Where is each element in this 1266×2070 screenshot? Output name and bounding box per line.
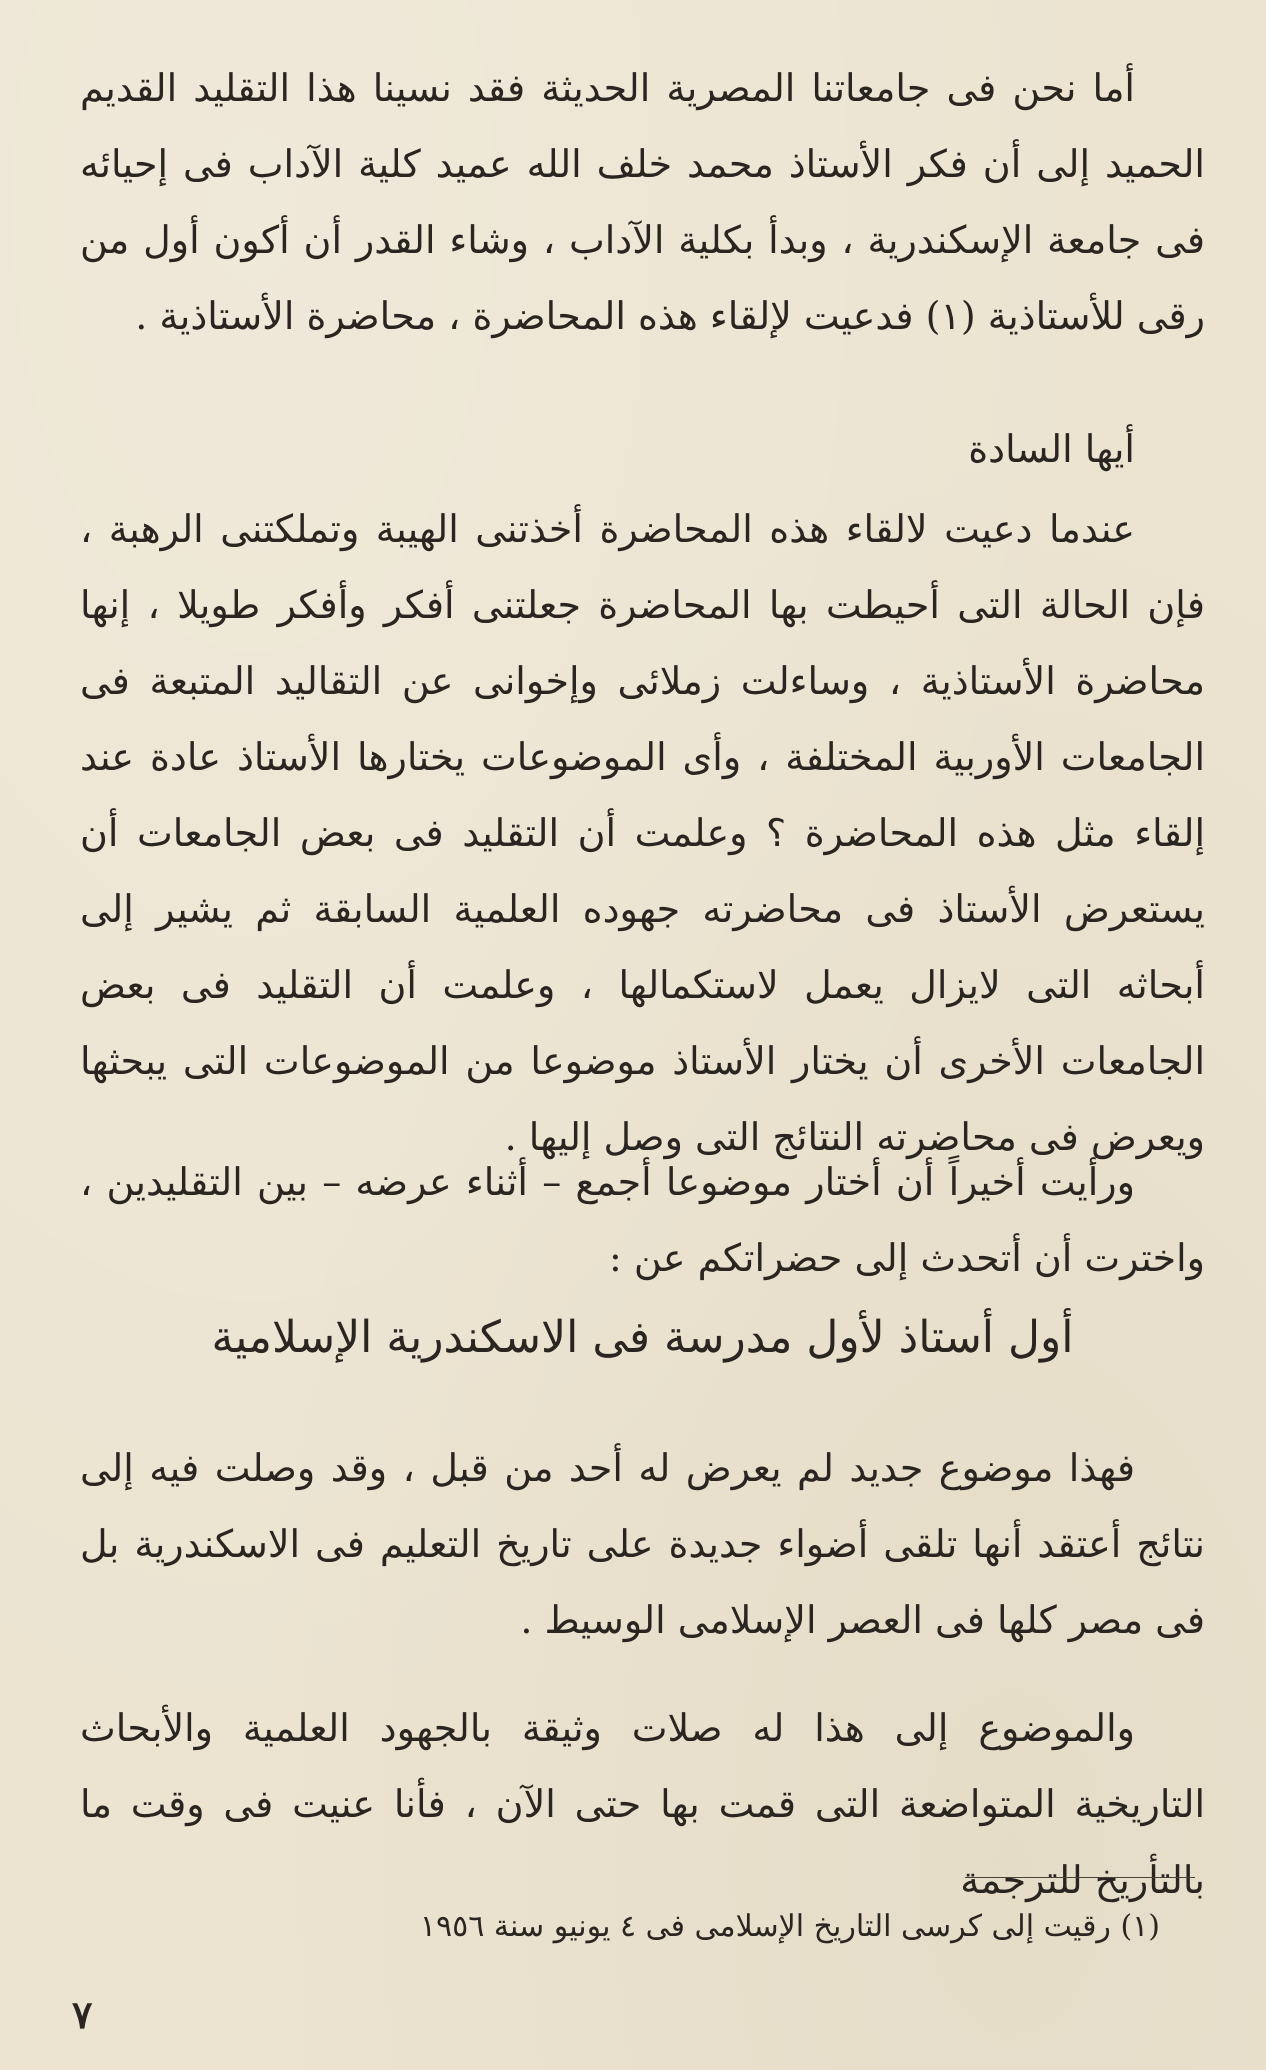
paragraph-choice [80,1144,1205,1296]
paragraph-text: والموضوع إلى هذا له صلات وثيقة بالجهود العلمية والأبحاث التاريخية المتواضعة التى قمت بها حتى الآن ، فأنا عنيت فى وقت ما بالتأريخ للترجمة [80,1706,1205,1902]
paragraph-traditions [80,491,1205,1175]
footnote: (١) رقيت إلى كرسى التاريخ الإسلامى فى ٤ يونيو سنة ١٩٥٦ [419,1909,1160,1944]
paragraph-text: ورأيت أخيراً أن أختار موضوعا أجمع – أثناء عرضه – بين التقليدين ، واخترت أن أتحدث إلى حضراتكم عن : [80,1160,1205,1280]
paragraph-text: فهذا موضوع جديد لم يعرض له أحد من قبل ، وقد وصلت فيه إلى نتائج أعتقد أنها تلقى أضواء جديدة على تاريخ التعليم فى الاسكندرية بل فى مصر كلها فى العصر الإسلامى الوسيط . [80,1446,1205,1642]
lecture-title: أول أستاذ لأول مدرسة فى الاسكندرية الإسلامية [211,1312,1074,1363]
paragraph-intro [80,50,1205,354]
footnote-divider [965,1877,1195,1878]
salutation [80,411,1205,487]
paragraph-text: عندما دعيت لالقاء هذه المحاضرة أخذتنى الهيبة وتملكتنى الرهبة ، فإن الحالة التى أحيطت بها المحاضرة جعلتنى أفكر وأفكر طويلا ، إنها محاضرة الأستاذية ، وساءلت زملائى وإخوانى عن التقاليد المتبعة فى الجامعات الأوربية المختلفة ، وأى الموضوعات يختارها الأستاذ عادة عند إلقاء مثل هذه المحاضرة ؟ وعلمت أن التقليد فى بعض الجامعات أن يستعرض الأستاذ فى محاضرته جهوده العلمية السابقة ثم يشير إلى أبحاثه التى لايزال يعمل لاستكمالها ، وعلمت أن التقليد فى بعض الجامعات الأخرى أن يختار الأستاذ موضوعا من الموضوعات التى يبحثها ويعرض فى محاضرته النتائج التى وصل إليها . [80,507,1205,1159]
salutation-text: أيها السادة [968,427,1135,471]
paragraph-new-topic [80,1430,1205,1658]
paragraph-connections [80,1690,1205,1918]
page-number: ٧ [72,1992,93,2037]
paragraph-text: أما نحن فى جامعاتنا المصرية الحديثة فقد نسينا هذا التقليد القديم الحميد إلى أن فكر الأستاذ محمد خلف الله عميد كلية الآداب فى إحيائه فى جامعة الإسكندرية ، وبدأ بكلية الآداب ، وشاء القدر أن أكون أول من رقى للأستاذية (١) فدعيت لإلقاء هذه المحاضرة ، محاضرة الأستاذية . [80,66,1205,338]
